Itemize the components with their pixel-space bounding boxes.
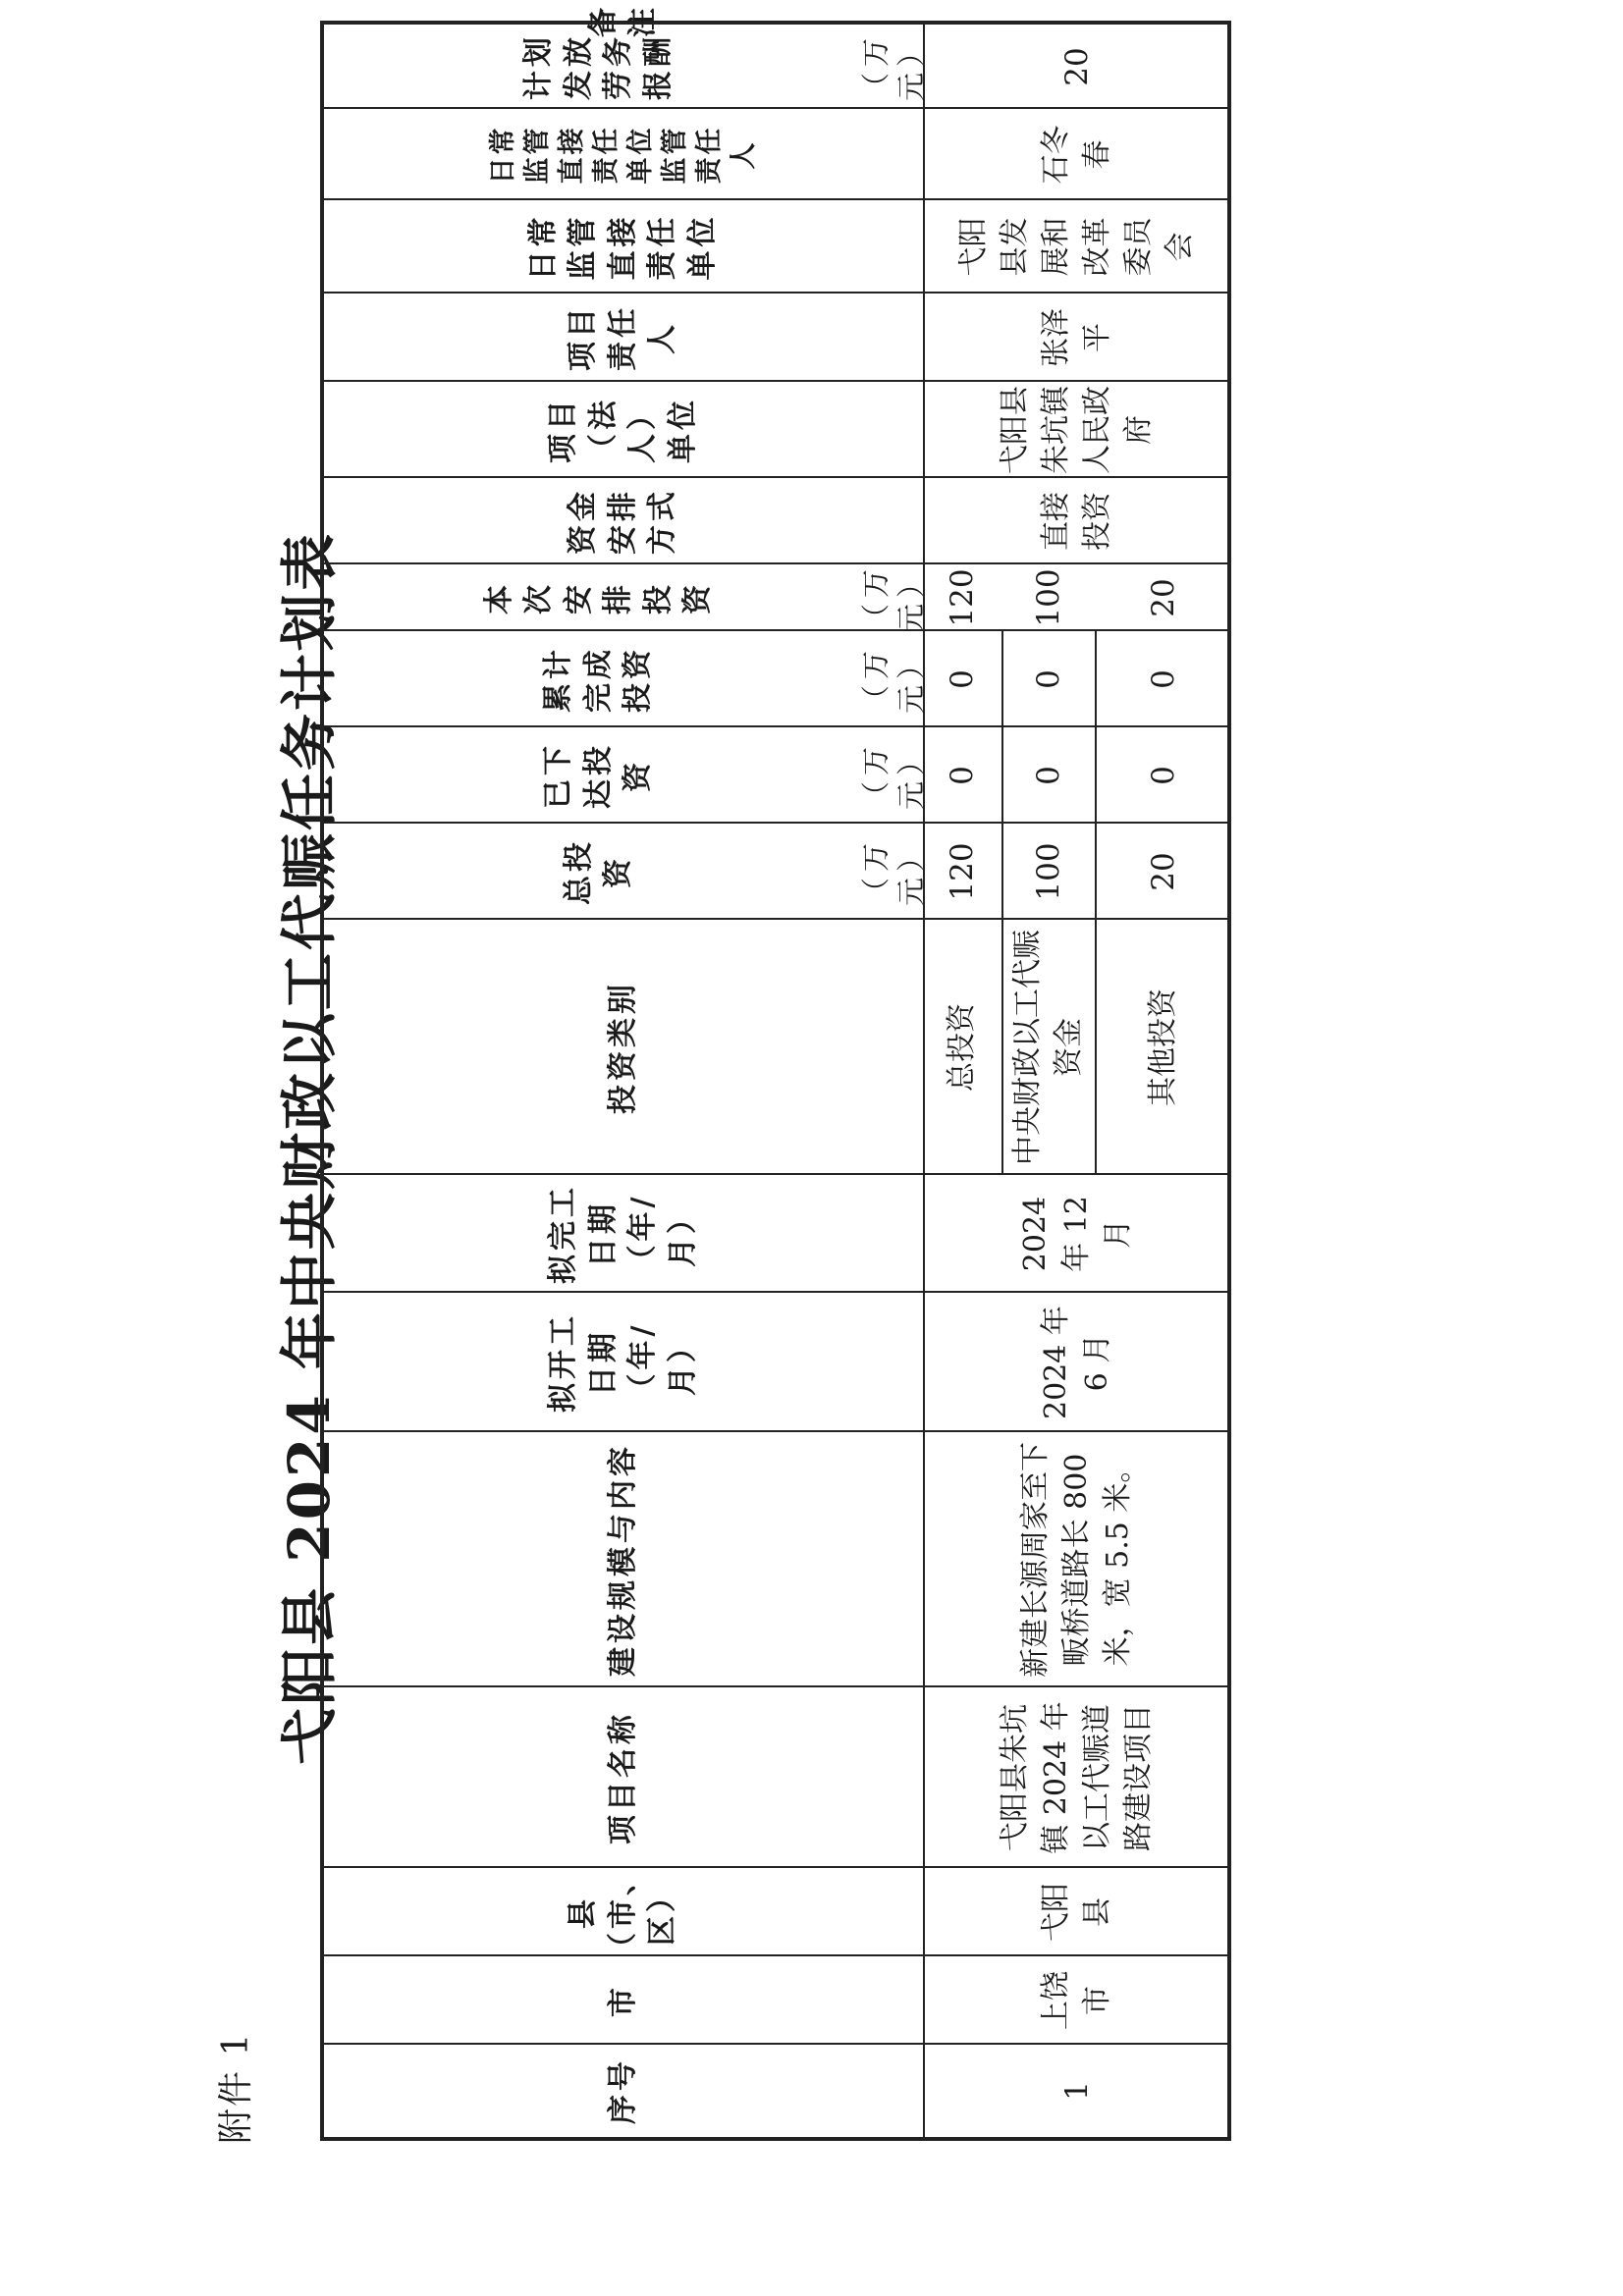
cell-completed-2: 0	[1145, 669, 1181, 689]
cell-total-0: 120	[945, 842, 980, 901]
header-invest-type: 投资类别	[605, 981, 640, 1114]
cell-total-2: 20	[1145, 852, 1181, 891]
header-labor-pay-unit: （万元）	[858, 32, 928, 102]
cell-current-1: 100	[1030, 568, 1066, 627]
cell-project-leader: 张泽平	[1039, 308, 1114, 367]
header-project-leader: 项目责任人	[566, 304, 680, 371]
header-issued-unit: （万元）	[858, 741, 928, 811]
header-issued-invest: 已下达投资	[541, 742, 656, 809]
cell-funding-method: 直接投资	[1039, 492, 1114, 551]
cell-start-date: 2024 年 6 月	[1039, 1306, 1114, 1419]
cell-labor-pay: 20	[1059, 47, 1095, 86]
header-remarks: 备注	[585, 4, 660, 37]
header-start-date: 拟开工日期（年/月）	[546, 1312, 700, 1413]
cell-end-date: 2024 年 12 月	[1018, 1196, 1135, 1272]
header-total-unit: （万元）	[858, 837, 928, 907]
header-total-invest: 总投资	[561, 838, 635, 905]
header-city: 市	[605, 1984, 640, 2017]
cell-issued-0: 0	[945, 766, 980, 785]
cell-project-name: 弋阳县朱坑镇 2024 年以工代赈道路建设项目	[998, 1701, 1156, 1854]
cell-county: 弋阳县	[1039, 1883, 1114, 1942]
cell-completed-0: 0	[945, 669, 980, 689]
header-project-name: 项目名称	[605, 1711, 640, 1844]
plan-table	[320, 4, 1231, 2141]
header-current-unit: （万元）	[858, 562, 928, 632]
page-title: 弋阳县 2024 年中央财政以工代赈任务计划表	[276, 531, 343, 1765]
header-labor-pay: 计划发放劳务报酬	[521, 33, 676, 100]
header-county: 县（市、区）	[566, 1862, 680, 1962]
header-end-date: 拟完工日期（年/月）	[546, 1184, 700, 1284]
cell-city: 上饶市	[1039, 1971, 1114, 2030]
header-legal-unit: 项目（法人）单位	[546, 397, 700, 463]
header-supervise-unit: 日常监管直接责任单位	[525, 213, 720, 281]
cell-supervise-person: 石冬春	[1039, 125, 1114, 185]
cell-remarks	[923, 17, 1231, 25]
annex-label: 附件 1	[216, 2031, 256, 2144]
header-supervise-person: 日常监管直接责任单位监管责任人	[487, 125, 760, 185]
header-scope: 建设规模与内容	[605, 1443, 640, 1677]
header-completed-unit: （万元）	[858, 645, 928, 715]
header-completed-invest: 累计完成投资	[541, 646, 656, 713]
header-seq: 序号	[605, 2057, 640, 2124]
header-funding-method: 资金安排方式	[566, 488, 680, 555]
cell-current-0: 120	[945, 568, 980, 627]
cell-issued-2: 0	[1145, 766, 1181, 785]
cell-issued-1: 0	[1030, 766, 1066, 785]
cell-legal-unit: 弋阳县朱坑镇人民政府	[998, 386, 1156, 474]
cell-seq: 1	[1059, 2081, 1095, 2101]
cell-completed-1: 0	[1030, 669, 1066, 689]
cell-current-2: 20	[1145, 578, 1181, 617]
cell-invest-type-2: 其他投资	[1145, 988, 1180, 1106]
cell-invest-type-0: 总投资	[945, 1003, 979, 1092]
cell-scope: 新建长源周家至下畈桥道路长 800 米，宽 5.5 米。	[1018, 1442, 1135, 1678]
cell-invest-type-1: 中央财政以工代赈资金	[1009, 930, 1086, 1165]
cell-supervise-unit: 弋阳县发展和改革委员会	[956, 217, 1197, 277]
cell-total-1: 100	[1030, 842, 1066, 901]
header-current-invest: 本次安排投资	[481, 581, 715, 614]
